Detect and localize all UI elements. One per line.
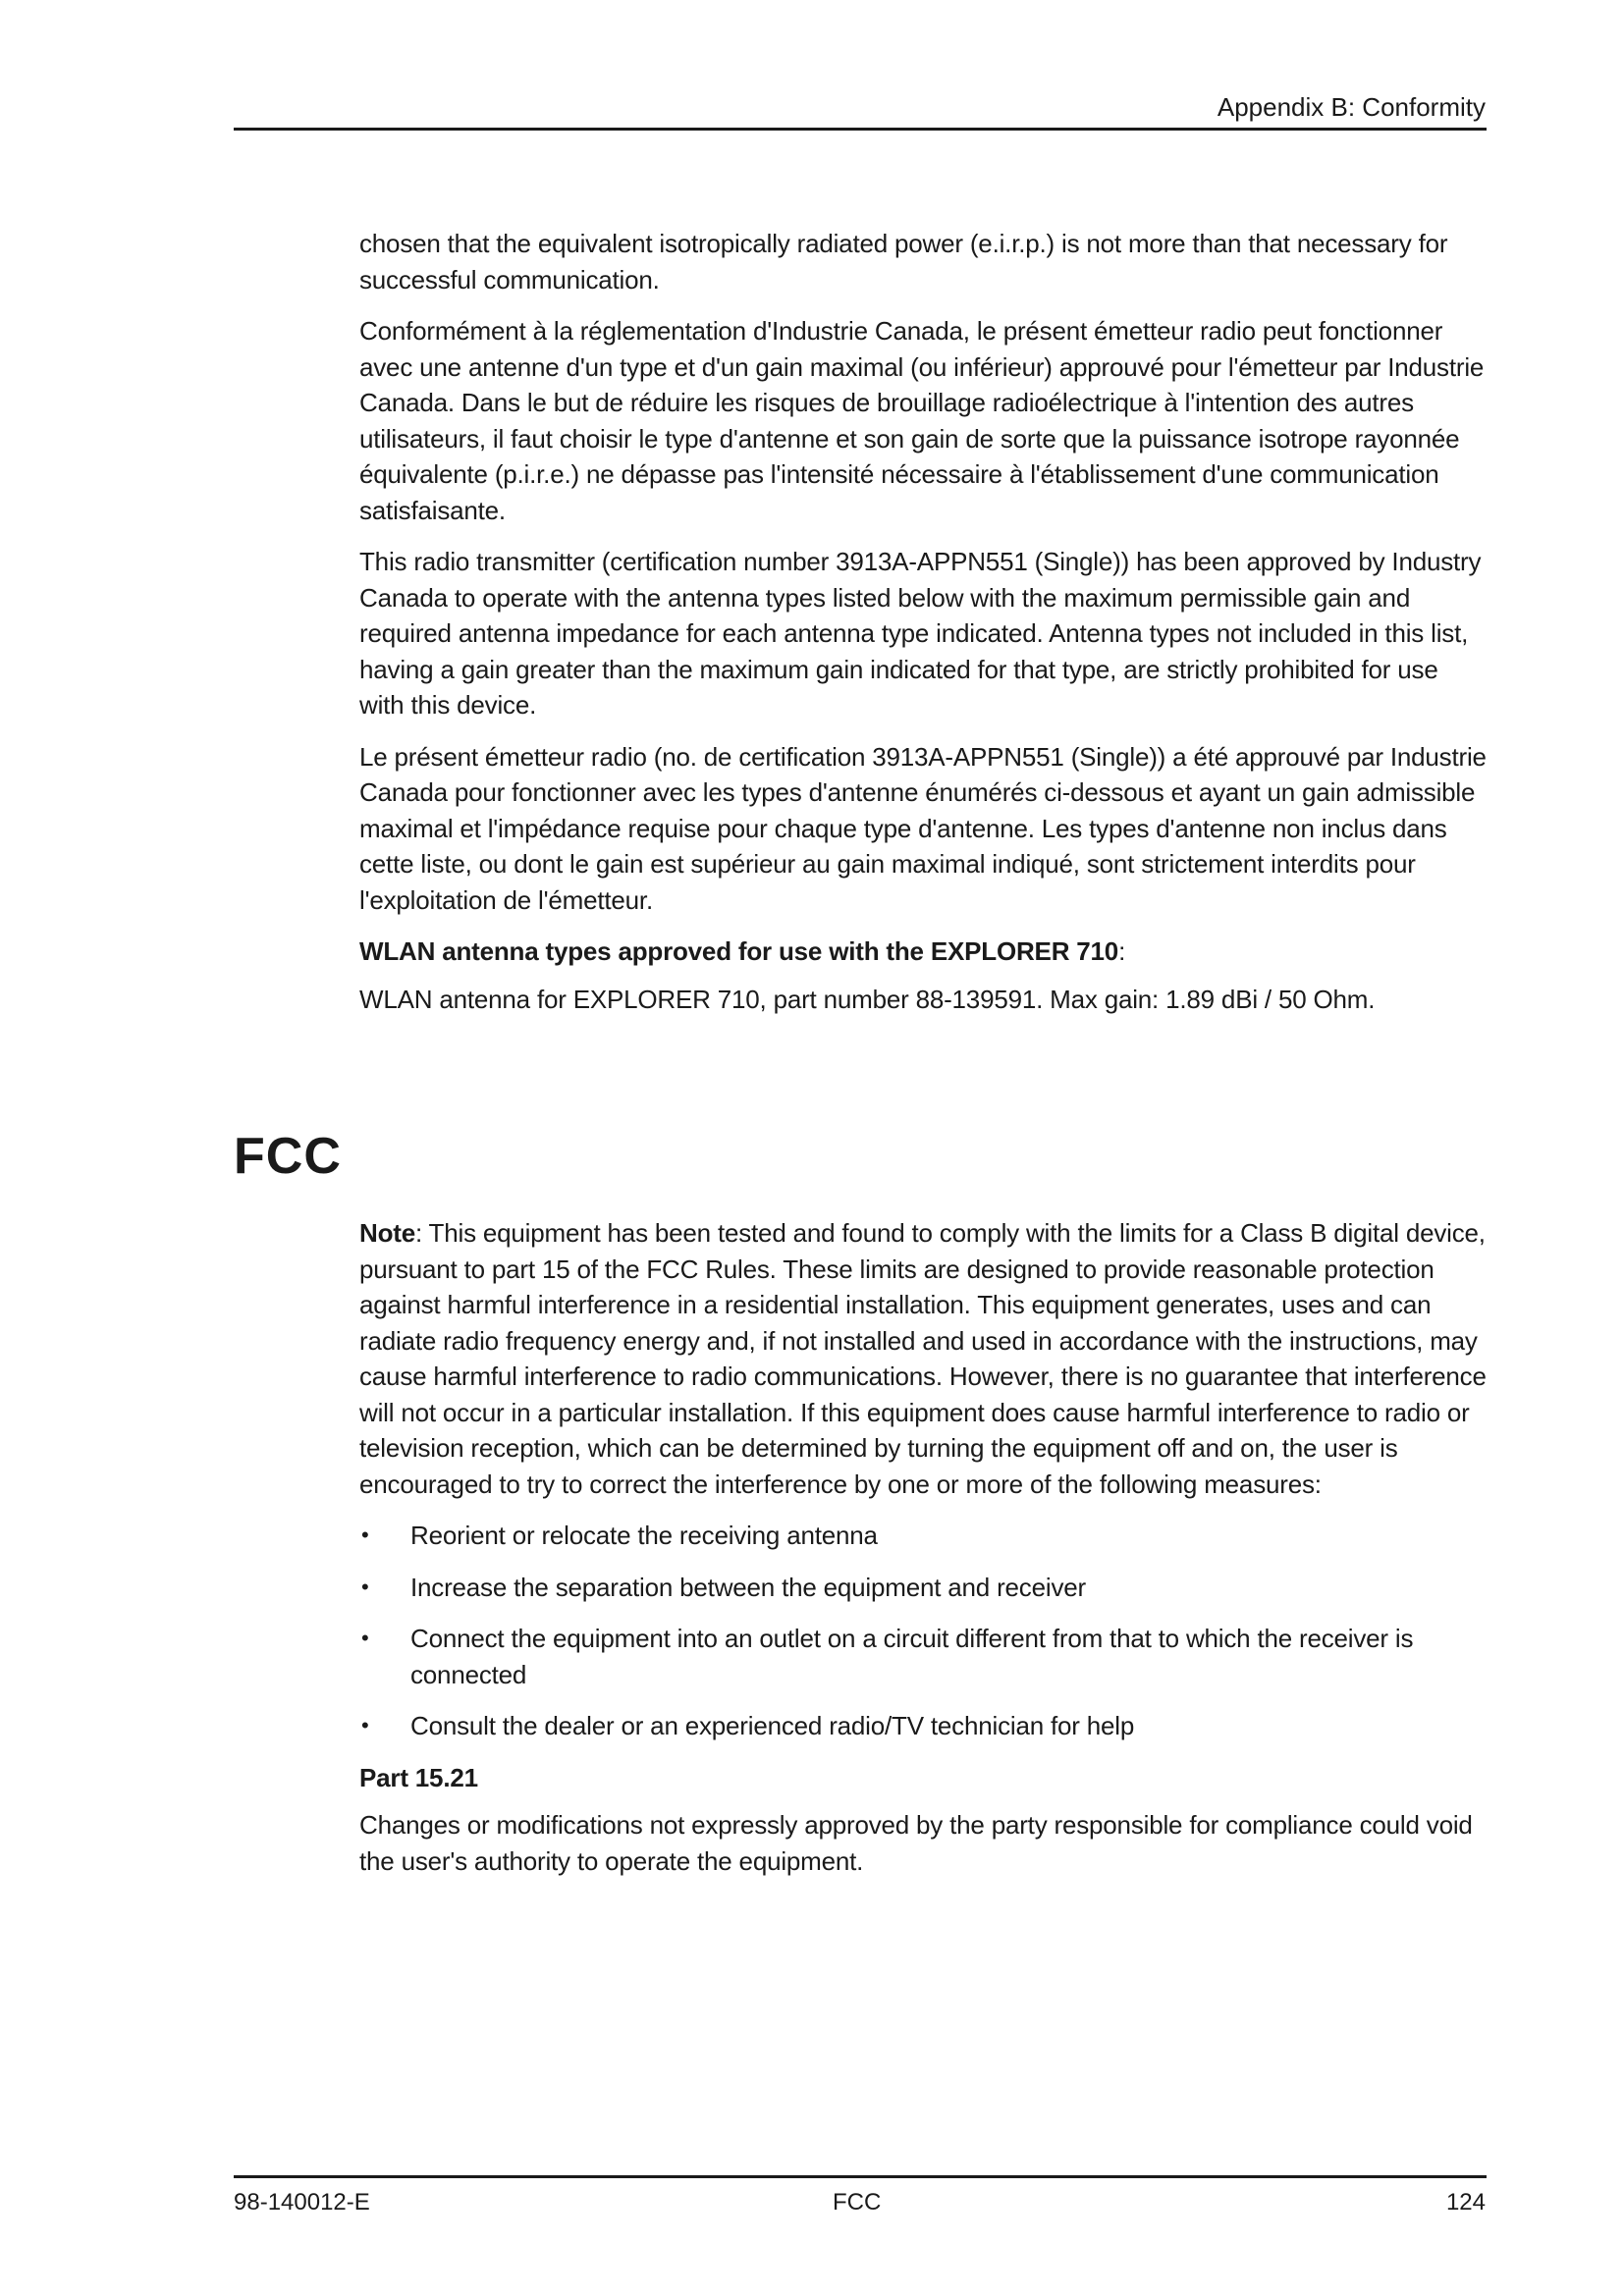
part-15-21-text: Changes or modifications not expressly approved by the party responsible for compliance could void the user's authority to operate the equipment. bbox=[359, 1810, 1473, 1876]
running-header: Appendix B: Conformity bbox=[1217, 92, 1486, 122]
wlan-antenna-text: WLAN antenna for EXPLORER 710, part number 88-139591. Max gain: 1.89 dBi / 50 Ohm. bbox=[359, 984, 1376, 1014]
paragraph-french-certification: Le présent émetteur radio (no. de certification 3913A-APPN551 (Single)) a été approuvé par Industrie Canada pour fonctionner avec les types d'antenne énumérés ci-dessous et ayant un gain admissible maximal et l'impédance requise pour chaque type d'antenne. Les types d'antenne non inclus dans cette liste, ou dont le gain est supérieur au gain maximal indiqué, sont strictement interdits pour l'exploitation de l'émetteur. bbox=[359, 741, 1487, 915]
bullet-icon: • bbox=[361, 1522, 369, 1547]
list-item-text: Connect the equipment into an outlet on a circuit different from that to which the receiver is connected bbox=[410, 1624, 1414, 1689]
paragraph-eirp: chosen that the equivalent isotropically radiated power (e.i.r.p.) is not more than that necessary for successful communication. bbox=[359, 229, 1448, 294]
wlan-antenna-heading-colon: : bbox=[1118, 936, 1126, 966]
list-item bbox=[359, 1708, 1489, 1744]
document-number: 98-140012-E bbox=[234, 2189, 370, 2216]
list-item-text: Consult the dealer or an experienced radio/TV technician for help bbox=[410, 1711, 1135, 1740]
paragraph-english-certification: This radio transmitter (certification number 3913A-APPN551 (Single)) has been approved by Industry Canada to operate with the antenna types listed below with the maximum permissible gain and required antenna impedance for each antenna type indicated. Antenna types not included in this list, having a gain greater than the maximum gain indicated for that type, are strictly prohibited for use with this device. bbox=[359, 547, 1482, 720]
wlan-antenna-heading-text: WLAN antenna types approved for use with the EXPLORER 710 bbox=[359, 936, 1119, 966]
bullet-icon: • bbox=[361, 1574, 369, 1599]
header-rule bbox=[234, 128, 1487, 131]
note-label: Note bbox=[359, 1218, 415, 1248]
footer-rule bbox=[234, 2175, 1487, 2178]
paragraph-french-gain: Conformément à la réglementation d'Industrie Canada, le présent émetteur radio peut fonctionner avec une antenne d'un type et d'un gain maximal (ou inférieur) approuvé pour l'émetteur par Industrie Canada. Dans le but de réduire les risques de brouillage radioélectrique à l'intention des autres utilisateurs, il faut choisir le type d'antenne et son gain de sorte que la puissance isotrope rayonnée équivalente (p.i.r.e.) ne dépasse pas l'intensité nécessaire à l'établissement d'une communication satisfaisante. bbox=[359, 316, 1485, 525]
continuation-block bbox=[359, 226, 1489, 1033]
list-item bbox=[359, 1518, 1489, 1554]
note-text: : This equipment has been tested and found to comply with the limits for a Class B digital device, pursuant to part 15 of the FCC Rules. These limits are designed to provide reasonable protection against harmful interference in a residential installation. This equipment generates, uses and can radiate radio frequency energy and, if not installed and used in accordance with the instructions, may cause harmful interference to radio communications. However, there is no guarantee that interference will not occur in a particular installation. If this equipment does cause harmful interference to radio or television reception, which can be determined by turning the equipment off and on, the user is encouraged to try to correct the interference by one or more of the following measures: bbox=[359, 1218, 1487, 1499]
list-item-text: Increase the separation between the equipment and receiver bbox=[410, 1572, 1086, 1602]
list-item-text: Reorient or relocate the receiving antenna bbox=[410, 1521, 878, 1550]
list-item bbox=[359, 1621, 1489, 1692]
measures-list bbox=[359, 1518, 1489, 1744]
fcc-block bbox=[359, 1215, 1489, 1895]
wlan-antenna-heading bbox=[359, 934, 1489, 970]
section-title-fcc: FCC bbox=[234, 1128, 342, 1185]
list-item bbox=[359, 1570, 1489, 1606]
bullet-icon: • bbox=[361, 1713, 369, 1737]
fcc-note bbox=[359, 1215, 1489, 1502]
part-15-21-heading: Part 15.21 bbox=[359, 1762, 478, 1792]
footer-section-name: FCC bbox=[833, 2189, 882, 2216]
bullet-icon: • bbox=[361, 1626, 369, 1650]
page-number: 124 bbox=[1445, 2189, 1486, 2216]
